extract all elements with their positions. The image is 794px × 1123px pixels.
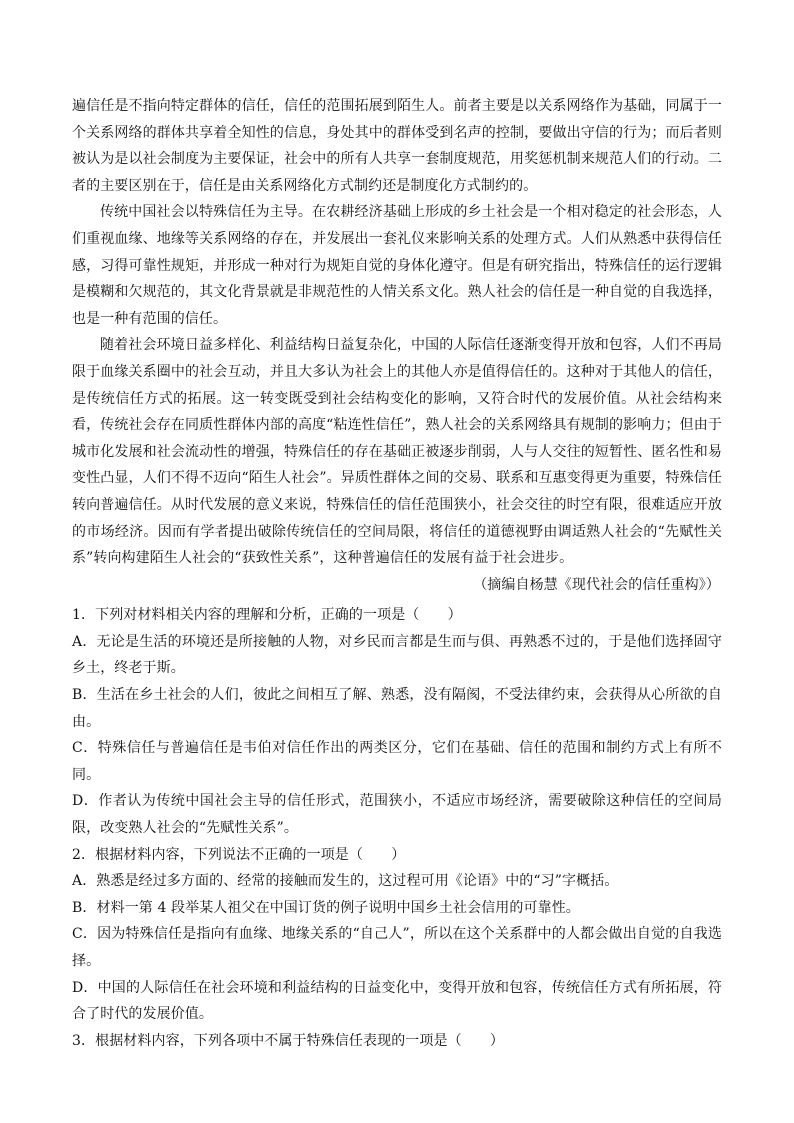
question-3 <box>72 1028 722 1055</box>
question-stem: 1．下列对材料相关内容的理解和分析，正确的一项是（ ） <box>72 607 462 624</box>
option-d: D．作者认为传统中国社会主导的信任形式，范围狭小，不适应市场经济，需要破除这种信任的空间局限，改变熟人社会的“先赋性关系”。 <box>72 793 722 837</box>
passage-paragraph-2: 传统中国社会以特殊信任为主导。在农耕经济基础上形成的乡土社会是一个相对稳定的社会形态，人们重视血缘、地缘等关系网络的存在，并发展出一套礼仪来影响关系的处理方式。人们从熟悉中获得信任感，习得可靠性规矩，并形成一种对行为规矩自觉的身体化遵守。但是有研究指出，特殊信任的运行逻辑是模糊和欠规范的，其文化背景就是非规范性的人情关系文化。熟人社会的信任是一种自觉的自我选择，也是一种有范围的信任。 <box>72 204 722 327</box>
question-1 <box>72 602 722 841</box>
question-2 <box>72 842 722 1028</box>
option-a: A．熟悉是经过多方面的、经常的接触而发生的，这过程可用《论语》中的“习”字概括。 <box>72 873 619 890</box>
question-stem: 3．根据材料内容，下列各项中不属于特殊信任表现的一项是（ ） <box>72 1032 505 1049</box>
option-c: C．特殊信任与普遍信任是韦伯对信任作出的两类区分，它们在基础、信任的范围和制约方式上有所不同。 <box>72 740 722 783</box>
option-c: C．因为特殊信任是指向有血缘、地缘关系的“自己人”，所以在这个关系群中的人都会做出自觉的自我选择。 <box>72 926 722 969</box>
passage-paragraph-1: 遍信任是不指向特定群体的信任，信任的范围拓展到陌生人。前者主要是以关系网络作为基础，同属于一个关系网络的群体共享着全知性的信息，身处其中的群体受到名声的控制，要做出守信的行为；而后者则被认为是以社会制度为主要保证，社会中的所有人共享一套制度规范，用奖惩机制来规范人们的行动。二者的主要区别在于，信任是由关系网络化方式制约还是制度化方式制约的。 <box>72 98 722 194</box>
passage-source: （摘编自杨慧《现代社会的信任重构》） <box>473 576 720 593</box>
option-b: B．材料一第 4 段举某人祖父在中国订货的例子说明中国乡土社会信用的可靠性。 <box>72 899 580 916</box>
question-stem: 2．根据材料内容，下列说法不正确的一项是（ ） <box>72 846 406 863</box>
passage-paragraph-3: 随着社会环境日益多样化、利益结构日益复杂化，中国的人际信任逐渐变得开放和包容，人们不再局限于血缘关系圈中的社会互动，并且大多认为社会上的其他人亦是值得信任的。这种对于其他人的信任，是传统信任方式的拓展。这一转变既受到社会结构变化的影响，又符合时代的发展价值。从社会结构来看，传统社会存在同质性群体内部的高度“粘连性信任”，熟人社会的关系网络具有规制的影响力；但由于城市化发展和社会流动性的增强，特殊信任的存在基础正被逐步削弱，人与人交往的短暂性、匿名性和易变性凸显，人们不得不迈向“陌生人社会”。异质性群体之间的交易、联系和互惠变得更为重要，特殊信任转向普遍信任。从时代发展的意义来说，特殊信任的信任范围狭小，社会交往的时空有限，很难适应开放的市场经济。因而有学者提出破除传统信任的空间局限，将信任的道德视野由调适熟人社会的“先赋性关系”转向构建陌生人社会的“获致性关系”，这种普遍信任的发展有益于社会进步。 <box>72 337 722 567</box>
option-a: A．无论是生活的环境还是所接触的人物，对乡民而言都是生而与俱、再熟悉不过的，于是他们选择固守乡土，终老于斯。 <box>72 633 722 677</box>
passage <box>72 93 722 598</box>
document-page <box>72 93 722 1054</box>
option-d: D．中国的人际信任在社会环境和利益结构的日益变化中，变得开放和包容，传统信任方式有所拓展，符合了时代的发展价值。 <box>72 979 722 1023</box>
option-b: B．生活在乡土社会的人们，彼此之间相互了解、熟悉，没有隔阂，不受法律约束，会获得从心所欲的自由。 <box>72 687 722 730</box>
